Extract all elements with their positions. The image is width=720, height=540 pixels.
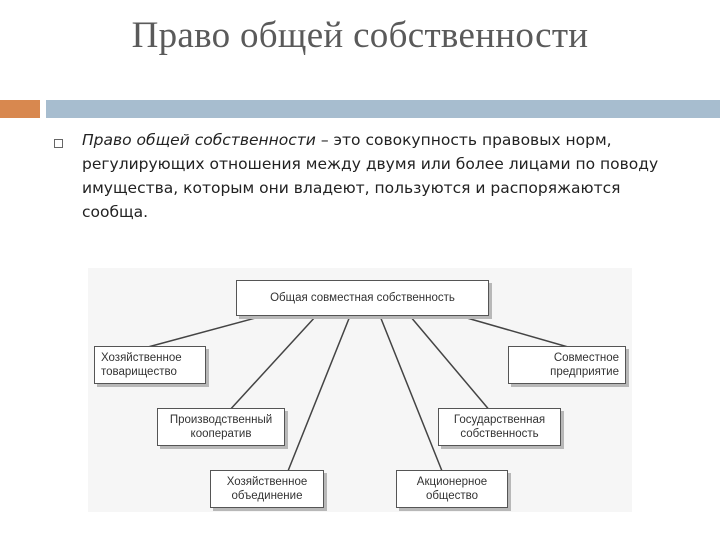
ownership-diagram xyxy=(88,268,632,512)
accent-bar-orange xyxy=(0,100,40,118)
child-label-4: Акционерное общество xyxy=(416,476,488,502)
bullet-square-icon xyxy=(54,139,63,148)
definition-term: Право общей собственности xyxy=(82,131,316,149)
child-label-3: Хозяйственное объединение xyxy=(226,476,308,502)
root-box xyxy=(236,280,489,316)
child-box-5 xyxy=(438,408,561,446)
connector-line-4 xyxy=(380,316,442,471)
root-label: Общая совместная собственность xyxy=(270,292,455,304)
child-box-4 xyxy=(396,470,508,508)
connector-line-1 xyxy=(148,316,263,347)
child-label-6: Совместное предприятие xyxy=(550,352,619,378)
child-box-2 xyxy=(157,408,285,446)
connector-line-6 xyxy=(460,316,568,347)
accent-bar-blue xyxy=(46,100,720,118)
slide-title: Право общей собственности xyxy=(131,15,589,56)
definition-text: – это совокупность правовых норм, регулирующих отношения между двумя или более лицами по поводу имущества, которым они владеют, пользуются и распоряжаются сообща. xyxy=(82,131,659,221)
connector-line-5 xyxy=(410,316,491,412)
definition-paragraph xyxy=(82,128,682,224)
child-label-5: Государственная собственность xyxy=(453,414,546,440)
connector-line-3 xyxy=(288,316,350,471)
child-box-3 xyxy=(210,470,324,508)
child-box-6 xyxy=(508,346,626,384)
child-box-1 xyxy=(94,346,206,384)
child-label-1: Хозяйственное товарищество xyxy=(101,352,182,378)
child-label-2: Производственный кооператив xyxy=(169,414,273,440)
connector-line-2 xyxy=(228,316,316,412)
